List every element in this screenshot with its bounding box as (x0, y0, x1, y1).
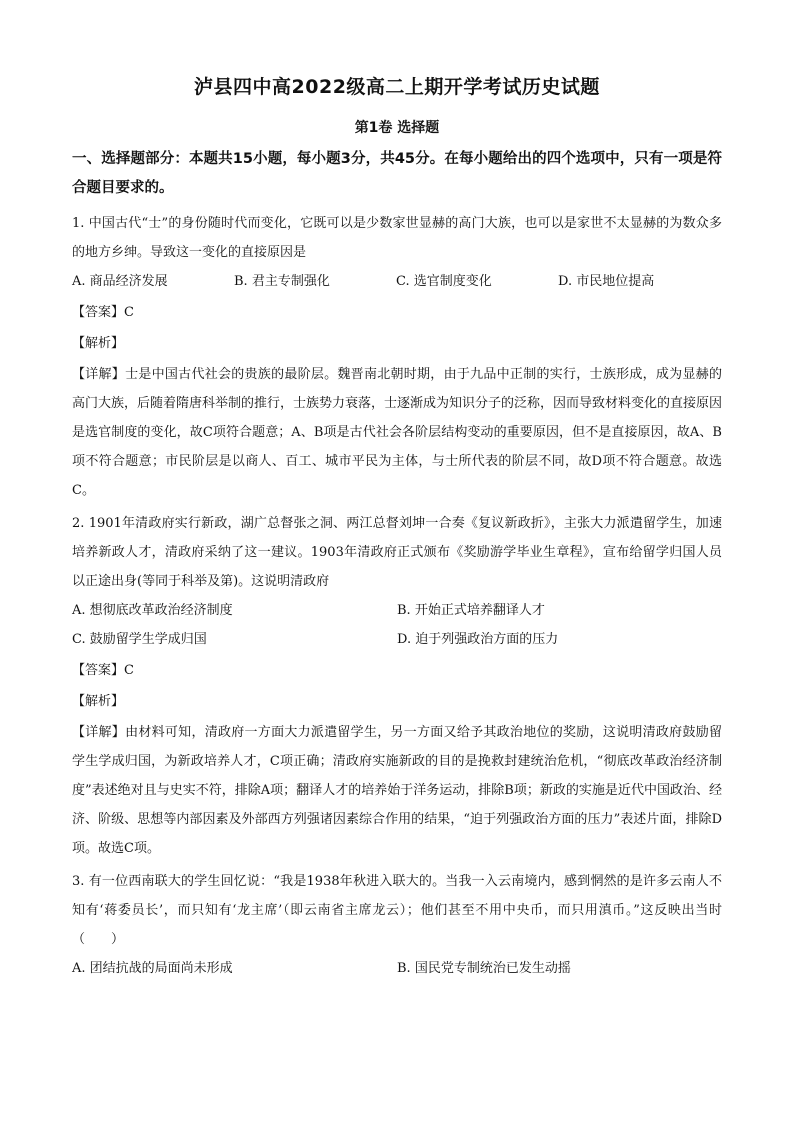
question-3 (72, 867, 722, 983)
answer-tag: 【答案】 (72, 305, 125, 320)
question-1 (72, 209, 722, 505)
section-instructions: 一、选择题部分：本题共15小题，每小题3分，共45分。在每小题给出的四个选项中，只有一项是符合题目要求的。 (72, 151, 722, 196)
detail-tag: 【详解】 (72, 367, 126, 382)
option-b: B. 开始正式培养翻译人才 (397, 603, 545, 618)
option-a: A. 商品经济发展 (72, 274, 168, 289)
detail-tag: 【详解】 (72, 725, 126, 740)
option-d: D. 市民地位提高 (558, 274, 655, 289)
page-title: 泸县四中高2022级高二上期开学考试历史试题 (194, 76, 600, 98)
option-b: B. 君主专制强化 (234, 274, 330, 289)
answer-line (72, 298, 722, 327)
detail-body: 士是中国古代社会的贵族的最阶层。魏晋南北朝时期，由于九品中正制的实行，士族形成，成为显赫的高门大族，后随着隋唐科举制的推行，士族势力衰落，士逐渐成为知识分子的泛称，因而导致材料变化的直接原因是选官制度的变化，故C项符合题意；A、B项是古代社会各阶层结构变动的重要原因，但不是直接原因，故A、B项不符合题意；市民阶层是以商人、百工、城市平民为主体，与士所代表的阶层不同，故D项不符合题意。故选C。 (72, 367, 723, 498)
option-d: D. 迫于列强政治方面的压力 (397, 632, 559, 647)
option-a: A. 团结抗战的局面尚未形成 (72, 961, 233, 976)
answer-value: C (124, 305, 134, 320)
options-list (72, 267, 722, 296)
exam-page (72, 62, 722, 983)
option-c: C. 选官制度变化 (396, 274, 492, 289)
analysis-tag: 【解析】 (72, 336, 125, 351)
volume-heading: 第1卷 选择题 (354, 120, 440, 136)
question-stem: 2. 1901年清政府实行新政，湖广总督张之洞、两江总督刘坤一合奏《复议新政折》，主张大力派遣留学生，加速培养新政人才，清政府采纳了这一建议。1903年清政府正式颁布《奖励游学毕业生章程》，宣布给留学归国人员以正途出身(等同于科举及第)。这说明清政府 (72, 516, 722, 589)
question-stem: 1. 中国古代“士”的身份随时代而变化，它既可以是少数家世显赫的高门大族，也可以是家世不太显赫的为数众多的地方乡绅。导致这一变化的直接原因是 (72, 216, 722, 260)
detail-body: 由材料可知，清政府一方面大力派遣留学生，另一方面又给予其政治地位的奖励，这说明清政府鼓励留学生学成归国，为新政培养人才，C项正确；清政府实施新政的目的是挽救封建统治危机，“彻底改革政治经济制度”表述绝对且与史实不符，排除A项；翻译人才的培养始于洋务运动，排除B项；新政的实施是近代中国政治、经济、阶级、思想等内部因素及外部西方列强诸因素综合作用的结果，“迫于列强政治方面的压力”表述片面，排除D项。故选C项。 (72, 725, 722, 856)
detail-text (72, 718, 722, 863)
question-stem: 3. 有一位西南联大的学生回忆说：“我是1938年秋进入联大的。当我一入云南境内，感到惘然的是许多云南人不知有‘蒋委员长’，而只知有‘龙主席’（即云南省主席龙云）；他们甚至不用中央币，而只用滇币。”这反映出当时（ ） (72, 874, 722, 947)
option-a: A. 想彻底改革政治经济制度 (72, 603, 233, 618)
options-list (72, 596, 722, 654)
answer-tag: 【答案】 (72, 663, 125, 678)
analysis-tag: 【解析】 (72, 694, 125, 709)
question-2 (72, 509, 722, 863)
answer-line (72, 656, 722, 685)
option-c: C. 鼓励留学生学成归国 (72, 632, 207, 647)
detail-text (72, 360, 722, 505)
options-list (72, 954, 722, 983)
option-b: B. 国民党专制统治已发生动摇 (397, 961, 571, 976)
answer-value: C (124, 663, 134, 678)
